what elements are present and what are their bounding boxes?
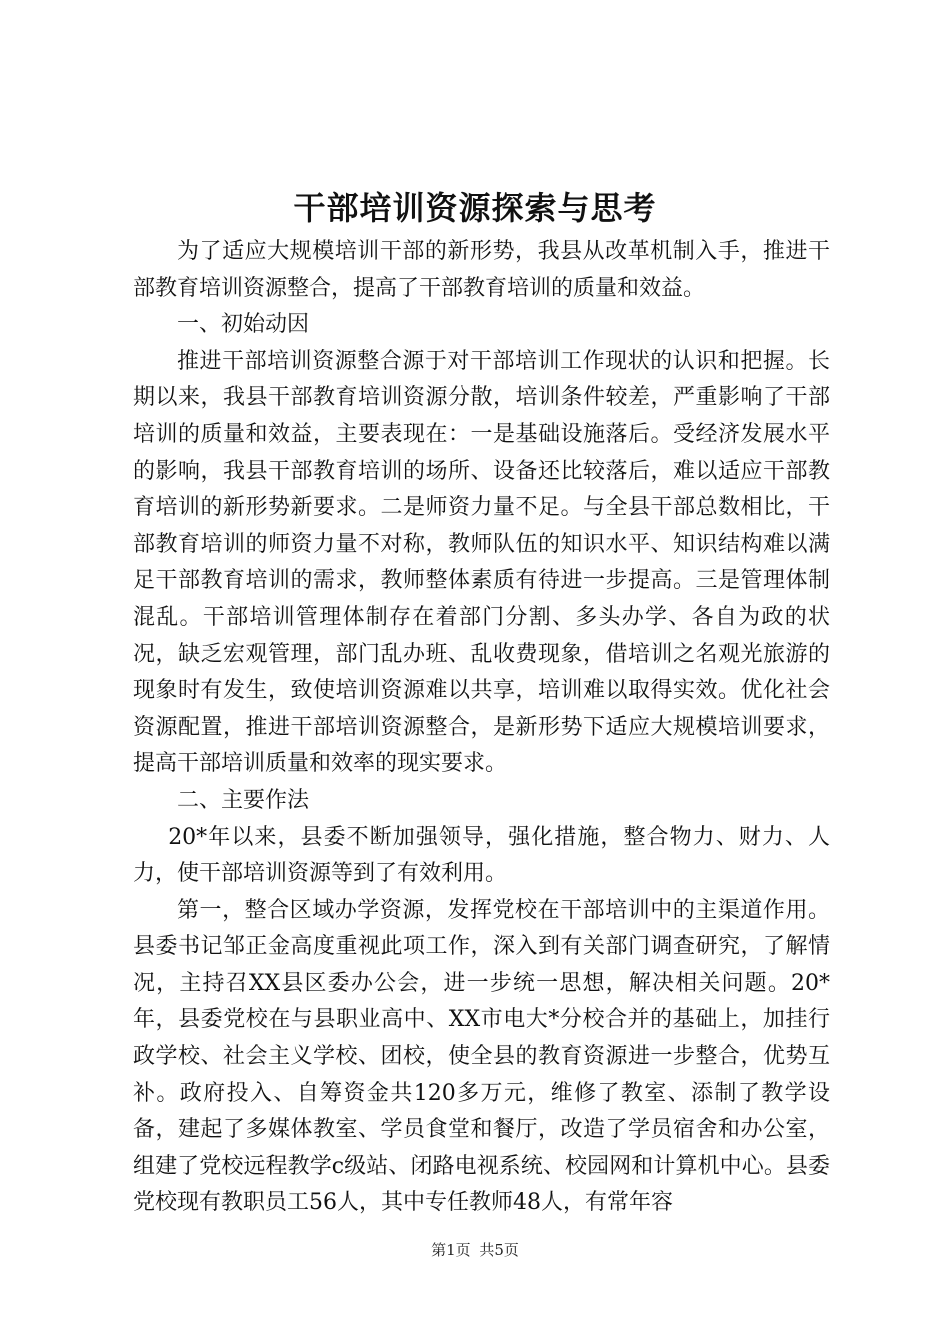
section-heading-2: 二、主要作法 <box>177 787 310 813</box>
paragraph-first-measure: 第一，整合区域办学资源，发挥党校在干部培训中的主渠道作用。县委书记邹正金高度重视此项工作，深入到有关部门调查研究，了解情况，主持召XX县区委办公会，进一步统一思想，解决相关问题。20*年，县委党校在与县职业高中、XX市电大*分校合并的基础上，加挂行政学校、社会主义学校、团校，使全县的教育资源进一步整合，优势互补。政府投入、自筹资金共120多万元，维修了教室、添制了教学设备，建起了多媒体教室、学员食堂和餐厅，改造了学员宿舍和办公室，组建了党校远程教学c级站、闭路电视系统、校园网和计算机中心。县委党校现有教职员工56人，其中专任教师48人，有常年容 <box>133 897 830 1216</box>
page-number: 第1页 <box>431 1241 471 1259</box>
paragraph-intro: 为了适应大规模培训干部的新形势，我县从改革机制入手，推进干部教育培训资源整合，提高了干部教育培训的质量和效益。 <box>133 239 830 301</box>
paragraph-motivation: 推进干部培训资源整合源于对干部培训工作现状的认识和把握。长期以来，我县干部教育培训资源分散，培训条件较差，严重影响了干部培训的质量和效益，主要表现在：一是基础设施落后。受经济发展水平的影响，我县干部教育培训的场所、设备还比较落后，难以适应干部教育培训的新形势新要求。二是师资力量不足。与全县干部总数相比，干部教育培训的师资力量不对称，教师队伍的知识水平、知识结构难以满足干部教育培训的需求，教师整体素质有待进一步提高。三是管理体制混乱。干部培训管理体制存在着部门分割、多头办学、各自为政的状况，缺乏宏观管理，部门乱办班、乱收费现象，借培训之名观光旅游的现象时有发生，致使培训资源难以共享，培训难以取得实效。优化社会资源配置，推进干部培训资源整合，是新形势下适应大规模培训要求，提高干部培训质量和效率的现实要求。 <box>133 348 830 777</box>
document-body <box>133 234 830 1222</box>
document-title: 干部培训资源探索与思考 <box>293 189 657 227</box>
section-heading-1: 一、初始动因 <box>177 312 310 338</box>
page-footer <box>0 1240 950 1260</box>
page-total: 共5页 <box>479 1241 519 1259</box>
paragraph-practice-intro: 20*年以来，县委不断加强领导，强化措施，整合物力、财力、人力，使干部培训资源等到了有效利用。 <box>133 824 830 887</box>
